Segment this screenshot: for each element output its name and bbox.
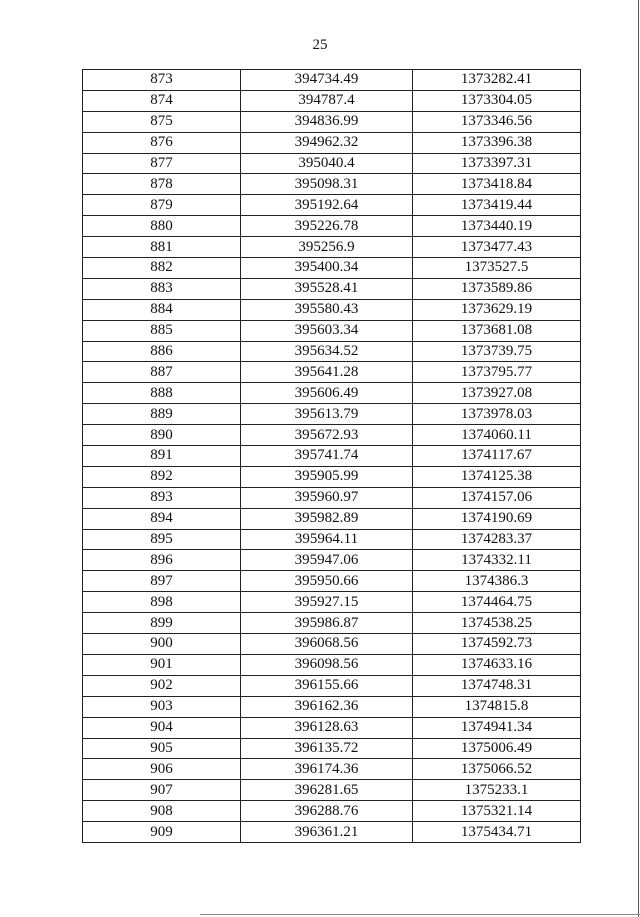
table-row <box>83 654 581 675</box>
y-coordinate-cell: 1374592.73 <box>413 634 581 655</box>
y-coordinate-cell: 1373419.44 <box>413 195 581 216</box>
y-coordinate-cell: 1374332.11 <box>413 550 581 571</box>
point-number-cell: 884 <box>83 299 241 320</box>
x-coordinate-cell: 395192.64 <box>241 195 413 216</box>
y-coordinate-cell: 1373282.41 <box>413 70 581 91</box>
point-number-cell: 880 <box>83 216 241 237</box>
y-coordinate-cell: 1373346.56 <box>413 111 581 132</box>
point-number-cell: 907 <box>83 780 241 801</box>
point-number-cell: 889 <box>83 404 241 425</box>
y-coordinate-cell: 1374815.8 <box>413 696 581 717</box>
x-coordinate-cell: 395641.28 <box>241 362 413 383</box>
x-coordinate-cell: 395606.49 <box>241 383 413 404</box>
point-number-cell: 883 <box>83 278 241 299</box>
x-coordinate-cell: 396288.76 <box>241 801 413 822</box>
point-number-cell: 874 <box>83 90 241 111</box>
point-number-cell: 893 <box>83 487 241 508</box>
y-coordinate-cell: 1374125.38 <box>413 466 581 487</box>
y-coordinate-cell: 1374283.37 <box>413 529 581 550</box>
x-coordinate-cell: 395982.89 <box>241 508 413 529</box>
x-coordinate-cell: 396128.63 <box>241 717 413 738</box>
y-coordinate-cell: 1373589.86 <box>413 278 581 299</box>
y-coordinate-cell: 1373304.05 <box>413 90 581 111</box>
table-row <box>83 446 581 467</box>
x-coordinate-cell: 395613.79 <box>241 404 413 425</box>
point-number-cell: 887 <box>83 362 241 383</box>
table-row <box>83 592 581 613</box>
table-row <box>83 550 581 571</box>
point-number-cell: 897 <box>83 571 241 592</box>
coordinates-table-body <box>83 70 581 843</box>
y-coordinate-cell: 1373396.38 <box>413 132 581 153</box>
point-number-cell: 878 <box>83 174 241 195</box>
point-number-cell: 908 <box>83 801 241 822</box>
y-coordinate-cell: 1374117.67 <box>413 446 581 467</box>
x-coordinate-cell: 395226.78 <box>241 216 413 237</box>
x-coordinate-cell: 395400.34 <box>241 258 413 279</box>
y-coordinate-cell: 1373978.03 <box>413 404 581 425</box>
page-bottom-line <box>200 914 640 915</box>
table-row <box>83 362 581 383</box>
y-coordinate-cell: 1375434.71 <box>413 822 581 843</box>
x-coordinate-cell: 395672.93 <box>241 425 413 446</box>
y-coordinate-cell: 1374464.75 <box>413 592 581 613</box>
y-coordinate-cell: 1374190.69 <box>413 508 581 529</box>
point-number-cell: 898 <box>83 592 241 613</box>
table-row <box>83 278 581 299</box>
x-coordinate-cell: 394787.4 <box>241 90 413 111</box>
y-coordinate-cell: 1375233.1 <box>413 780 581 801</box>
point-number-cell: 873 <box>83 70 241 91</box>
x-coordinate-cell: 395950.66 <box>241 571 413 592</box>
y-coordinate-cell: 1375066.52 <box>413 759 581 780</box>
table-row <box>83 70 581 91</box>
table-row <box>83 216 581 237</box>
x-coordinate-cell: 394962.32 <box>241 132 413 153</box>
point-number-cell: 901 <box>83 654 241 675</box>
coordinates-table <box>82 69 581 843</box>
table-row <box>83 613 581 634</box>
point-number-cell: 876 <box>83 132 241 153</box>
x-coordinate-cell: 395927.15 <box>241 592 413 613</box>
x-coordinate-cell: 395964.11 <box>241 529 413 550</box>
table-row <box>83 696 581 717</box>
point-number-cell: 877 <box>83 153 241 174</box>
x-coordinate-cell: 395947.06 <box>241 550 413 571</box>
point-number-cell: 909 <box>83 822 241 843</box>
point-number-cell: 903 <box>83 696 241 717</box>
point-number-cell: 886 <box>83 341 241 362</box>
point-number-cell: 895 <box>83 529 241 550</box>
table-row <box>83 153 581 174</box>
point-number-cell: 904 <box>83 717 241 738</box>
point-number-cell: 902 <box>83 675 241 696</box>
point-number-cell: 891 <box>83 446 241 467</box>
table-row <box>83 822 581 843</box>
x-coordinate-cell: 395960.97 <box>241 487 413 508</box>
table-row <box>83 425 581 446</box>
y-coordinate-cell: 1373739.75 <box>413 341 581 362</box>
page-number: 25 <box>312 37 328 53</box>
point-number-cell: 900 <box>83 634 241 655</box>
table-row <box>83 174 581 195</box>
table-row <box>83 508 581 529</box>
table-row <box>83 487 581 508</box>
y-coordinate-cell: 1373927.08 <box>413 383 581 404</box>
table-row <box>83 195 581 216</box>
x-coordinate-cell: 395580.43 <box>241 299 413 320</box>
y-coordinate-cell: 1373477.43 <box>413 237 581 258</box>
y-coordinate-cell: 1373795.77 <box>413 362 581 383</box>
x-coordinate-cell: 395256.9 <box>241 237 413 258</box>
x-coordinate-cell: 396098.56 <box>241 654 413 675</box>
y-coordinate-cell: 1374060.11 <box>413 425 581 446</box>
x-coordinate-cell: 396174.36 <box>241 759 413 780</box>
point-number-cell: 888 <box>83 383 241 404</box>
table-row <box>83 237 581 258</box>
x-coordinate-cell: 396155.66 <box>241 675 413 696</box>
table-row <box>83 738 581 759</box>
table-row <box>83 759 581 780</box>
table-row <box>83 801 581 822</box>
table-row <box>83 780 581 801</box>
point-number-cell: 875 <box>83 111 241 132</box>
table-row <box>83 258 581 279</box>
table-row <box>83 341 581 362</box>
x-coordinate-cell: 394836.99 <box>241 111 413 132</box>
point-number-cell: 890 <box>83 425 241 446</box>
point-number-cell: 896 <box>83 550 241 571</box>
x-coordinate-cell: 396135.72 <box>241 738 413 759</box>
point-number-cell: 906 <box>83 759 241 780</box>
x-coordinate-cell: 396162.36 <box>241 696 413 717</box>
x-coordinate-cell: 396281.65 <box>241 780 413 801</box>
table-row <box>83 571 581 592</box>
x-coordinate-cell: 395603.34 <box>241 320 413 341</box>
y-coordinate-cell: 1373440.19 <box>413 216 581 237</box>
point-number-cell: 899 <box>83 613 241 634</box>
x-coordinate-cell: 396068.56 <box>241 634 413 655</box>
y-coordinate-cell: 1374538.25 <box>413 613 581 634</box>
x-coordinate-cell: 395634.52 <box>241 341 413 362</box>
x-coordinate-cell: 394734.49 <box>241 70 413 91</box>
table-row <box>83 383 581 404</box>
x-coordinate-cell: 395098.31 <box>241 174 413 195</box>
x-coordinate-cell: 395040.4 <box>241 153 413 174</box>
table-row <box>83 675 581 696</box>
y-coordinate-cell: 1373681.08 <box>413 320 581 341</box>
table-row <box>83 111 581 132</box>
y-coordinate-cell: 1373397.31 <box>413 153 581 174</box>
table-row <box>83 320 581 341</box>
table-row <box>83 132 581 153</box>
point-number-cell: 885 <box>83 320 241 341</box>
y-coordinate-cell: 1375006.49 <box>413 738 581 759</box>
y-coordinate-cell: 1374633.16 <box>413 654 581 675</box>
y-coordinate-cell: 1374748.31 <box>413 675 581 696</box>
x-coordinate-cell: 395986.87 <box>241 613 413 634</box>
point-number-cell: 882 <box>83 258 241 279</box>
x-coordinate-cell: 395741.74 <box>241 446 413 467</box>
table-row <box>83 466 581 487</box>
point-number-cell: 892 <box>83 466 241 487</box>
y-coordinate-cell: 1373629.19 <box>413 299 581 320</box>
page-edge-line <box>638 0 639 917</box>
point-number-cell: 879 <box>83 195 241 216</box>
point-number-cell: 894 <box>83 508 241 529</box>
x-coordinate-cell: 396361.21 <box>241 822 413 843</box>
x-coordinate-cell: 395528.41 <box>241 278 413 299</box>
y-coordinate-cell: 1373527.5 <box>413 258 581 279</box>
y-coordinate-cell: 1375321.14 <box>413 801 581 822</box>
table-row <box>83 90 581 111</box>
table-row <box>83 404 581 425</box>
point-number-cell: 905 <box>83 738 241 759</box>
y-coordinate-cell: 1374941.34 <box>413 717 581 738</box>
table-row <box>83 717 581 738</box>
y-coordinate-cell: 1373418.84 <box>413 174 581 195</box>
x-coordinate-cell: 395905.99 <box>241 466 413 487</box>
point-number-cell: 881 <box>83 237 241 258</box>
y-coordinate-cell: 1374386.3 <box>413 571 581 592</box>
table-row <box>83 529 581 550</box>
table-row <box>83 299 581 320</box>
y-coordinate-cell: 1374157.06 <box>413 487 581 508</box>
table-row <box>83 634 581 655</box>
